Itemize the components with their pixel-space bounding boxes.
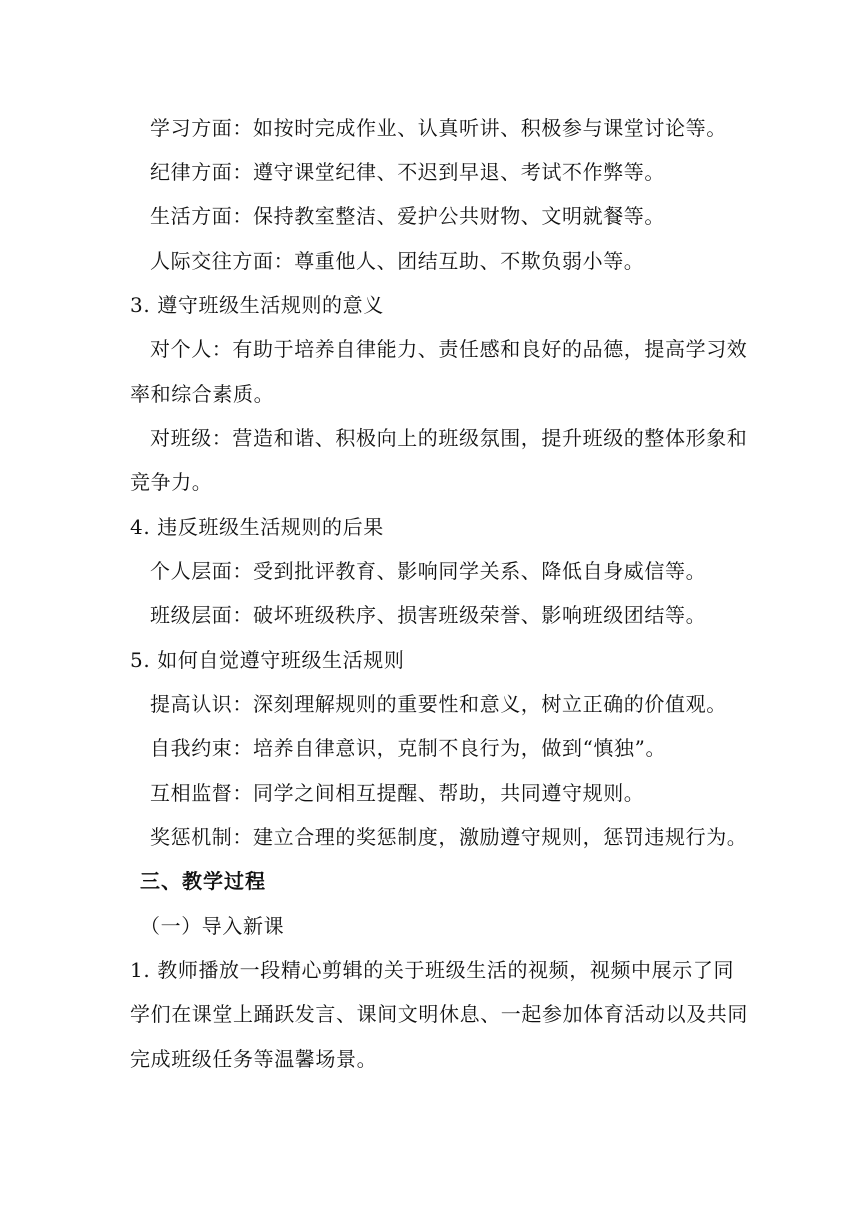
paragraph-video-line-2: 学们在课堂上踊跃发言、课间文明休息、一起参加体育活动以及共同 <box>130 1002 748 1026</box>
paragraph-self-discipline: 自我约束：培养自律意识，克制不良行为，做到“慎独”。 <box>150 736 667 760</box>
paragraph-class-line-2: 竞争力。 <box>130 470 213 494</box>
section-heading-how-to-follow: 5. 如何自觉遵守班级生活规则 <box>130 648 405 672</box>
paragraph-improve-awareness: 提高认识：深刻理解规则的重要性和意义，树立正确的价值观。 <box>150 692 727 716</box>
paragraph-individual-line-2: 率和综合素质。 <box>130 382 275 406</box>
section-heading-consequences: 4. 违反班级生活规则的后果 <box>130 515 384 539</box>
paragraph-life-aspect: 生活方面：保持教室整洁、爱护公共财物、文明就餐等。 <box>150 204 665 228</box>
paragraph-individual-line-1: 对个人：有助于培养自律能力、责任感和良好的品德，提高学习效 <box>150 337 748 361</box>
paragraph-interpersonal-aspect: 人际交往方面：尊重他人、团结互助、不欺负弱小等。 <box>150 249 645 273</box>
section-heading-significance: 3. 遵守班级生活规则的意义 <box>130 293 384 317</box>
chapter-heading-teaching-process: 三、教学过程 <box>140 869 266 893</box>
paragraph-reward-mechanism: 奖惩机制：建立合理的奖惩制度，激励遵守规则，惩罚违规行为。 <box>150 825 748 849</box>
paragraph-study-aspect: 学习方面：如按时完成作业、认真听讲、积极参与课堂讨论等。 <box>150 116 727 140</box>
paragraph-video-line-3: 完成班级任务等温馨场景。 <box>130 1047 378 1071</box>
paragraph-class-line-1: 对班级：营造和谐、积极向上的班级氛围，提升班级的整体形象和 <box>150 426 748 450</box>
paragraph-video-line-1: 1. 教师播放一段精心剪辑的关于班级生活的视频，视频中展示了同 <box>130 958 735 982</box>
paragraph-mutual-supervision: 互相监督：同学之间相互提醒、帮助，共同遵守规则。 <box>150 781 645 805</box>
paragraph-discipline-aspect: 纪律方面：遵守课堂纪律、不迟到早退、考试不作弊等。 <box>150 160 665 184</box>
paragraph-personal-level: 个人层面：受到批评教育、影响同学关系、降低自身威信等。 <box>150 559 707 583</box>
subsection-heading-introduction: （一）导入新课 <box>140 914 285 938</box>
paragraph-class-level: 班级层面：破坏班级秩序、损害班级荣誉、影响班级团结等。 <box>150 603 707 627</box>
